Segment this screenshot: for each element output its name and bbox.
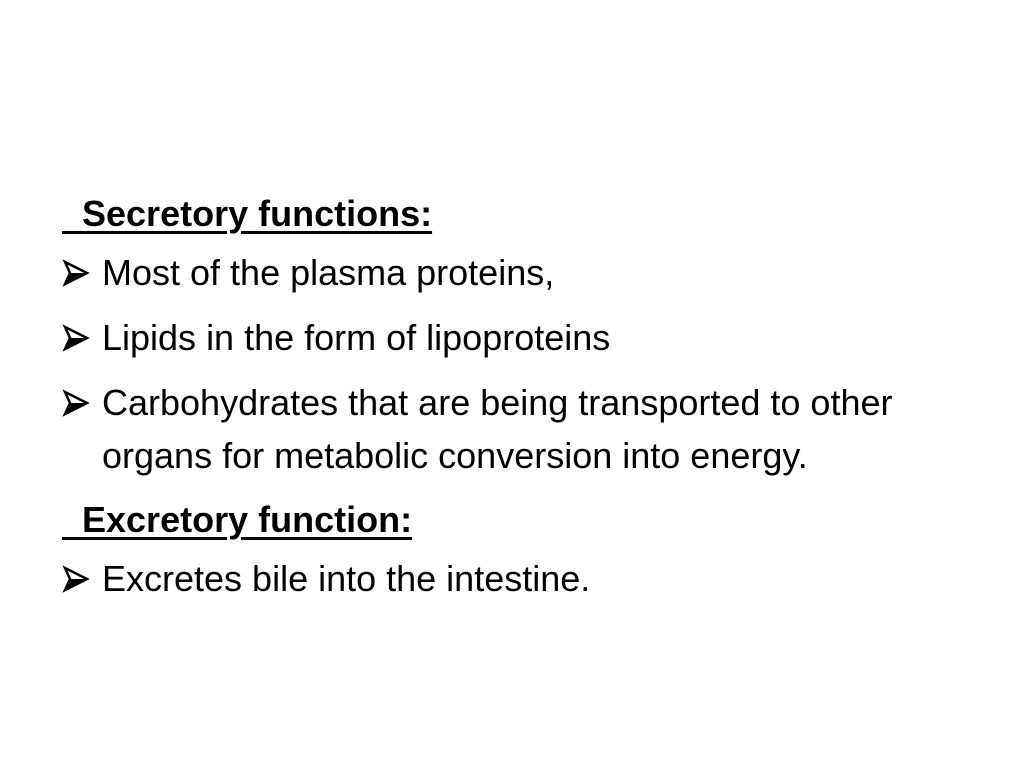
section-heading-excretory: Excretory function: xyxy=(62,499,413,540)
section-heading-secretory: Secretory functions: xyxy=(62,193,433,234)
slide-content xyxy=(62,188,962,617)
list-item-text: Lipids in the form of lipoproteins xyxy=(102,317,611,358)
arrowhead-bullet-icon xyxy=(62,311,96,364)
list-item xyxy=(62,311,962,364)
list-item xyxy=(62,246,962,299)
list-item-text: Carbohydrates that are being transported to other organs for metabolic conversion into energy. xyxy=(102,382,893,476)
arrowhead-bullet-icon xyxy=(62,552,96,605)
list-item xyxy=(62,552,962,605)
arrowhead-bullet-icon xyxy=(62,376,96,429)
list-item-text: Excretes bile into the intestine. xyxy=(102,558,591,599)
secretory-list xyxy=(62,246,962,482)
excretory-list xyxy=(62,552,962,605)
list-item xyxy=(62,376,962,482)
list-item-text: Most of the plasma proteins, xyxy=(102,252,555,293)
arrowhead-bullet-icon xyxy=(62,246,96,299)
